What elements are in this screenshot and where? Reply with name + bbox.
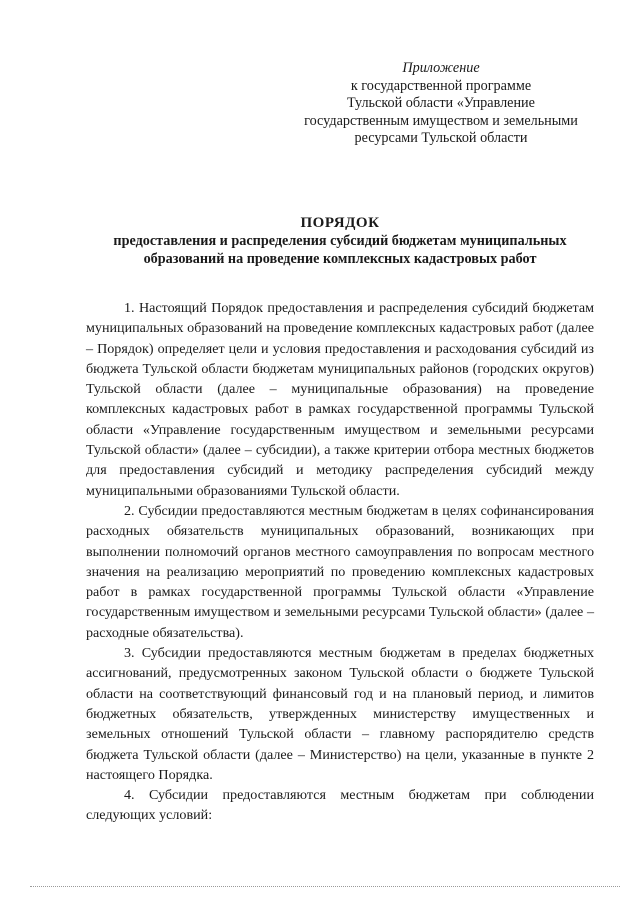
document-body — [86, 298, 594, 826]
paragraph-2: 2. Субсидии предоставляются местным бюджетам в целях софинансирования расходных обязательств муниципальных образований, возникающих при выполнении полномочий органов местного самоуправления по вопросам местного значения на реализацию мероприятий по проведению комплексных кадастровых работ в рамках государственной программы Тульской области «Управление государственным имуществом и земельными ресурсами Тульской области» (далее – расходные обязательства). — [86, 502, 594, 641]
appendix-line: государственным имуществом и земельными — [304, 112, 578, 129]
paragraph-3: 3. Субсидии предоставляются местным бюджетам в пределах бюджетных ассигнований, предусмотренных законом Тульской области о бюджете Тульской области на соответствующий финансовый год и на плановый период, и лимитов бюджетных обязательств, утвержденных министерству имущественных и земельных отношений Тульской области – главному распорядителю средств бюджета Тульской области (далее – Министерство) на цели, указанные в пункте 2 настоящего Порядка. — [86, 645, 594, 783]
appendix-note — [286, 60, 596, 148]
paragraph-1: 1. Настоящий Порядок предоставления и распределения субсидий бюджетам муниципальных образований на проведение комплексных кадастровых работ (далее – Порядок) определяет цели и условия предоставления и расходования субсидий из бюджета Тульской области бюджетам муниципальных районов (городских округов) Тульской области (далее – муниципальные образования) на проведение комплексных кадастровых работ в рамках государственной программы Тульской области «Управление государственным имуществом и земельными ресурсами Тульской области» (далее – субсидии), а также критерии отбора местных бюджетов для предоставления субсидий и методику распределения субсидий между муниципальными образованиями Тульской области. — [86, 300, 594, 499]
appendix-label: Приложение — [402, 60, 480, 76]
appendix-line: к государственной программе — [350, 77, 532, 94]
title-subtitle: предоставления и распределения субсидий бюджетам муниципальных образований на проведение комплексных кадастровых работ — [113, 233, 567, 267]
appendix-line: Тульской области «Управление — [347, 95, 535, 112]
appendix-line: ресурсами Тульской области — [354, 130, 528, 147]
paragraph-4: 4. Субсидии предоставляются местным бюджетам при соблюдении следующих условий: — [86, 787, 594, 824]
document-title — [90, 214, 590, 268]
scan-edge-artifact — [30, 886, 620, 888]
title-main: ПОРЯДОК — [300, 215, 380, 231]
